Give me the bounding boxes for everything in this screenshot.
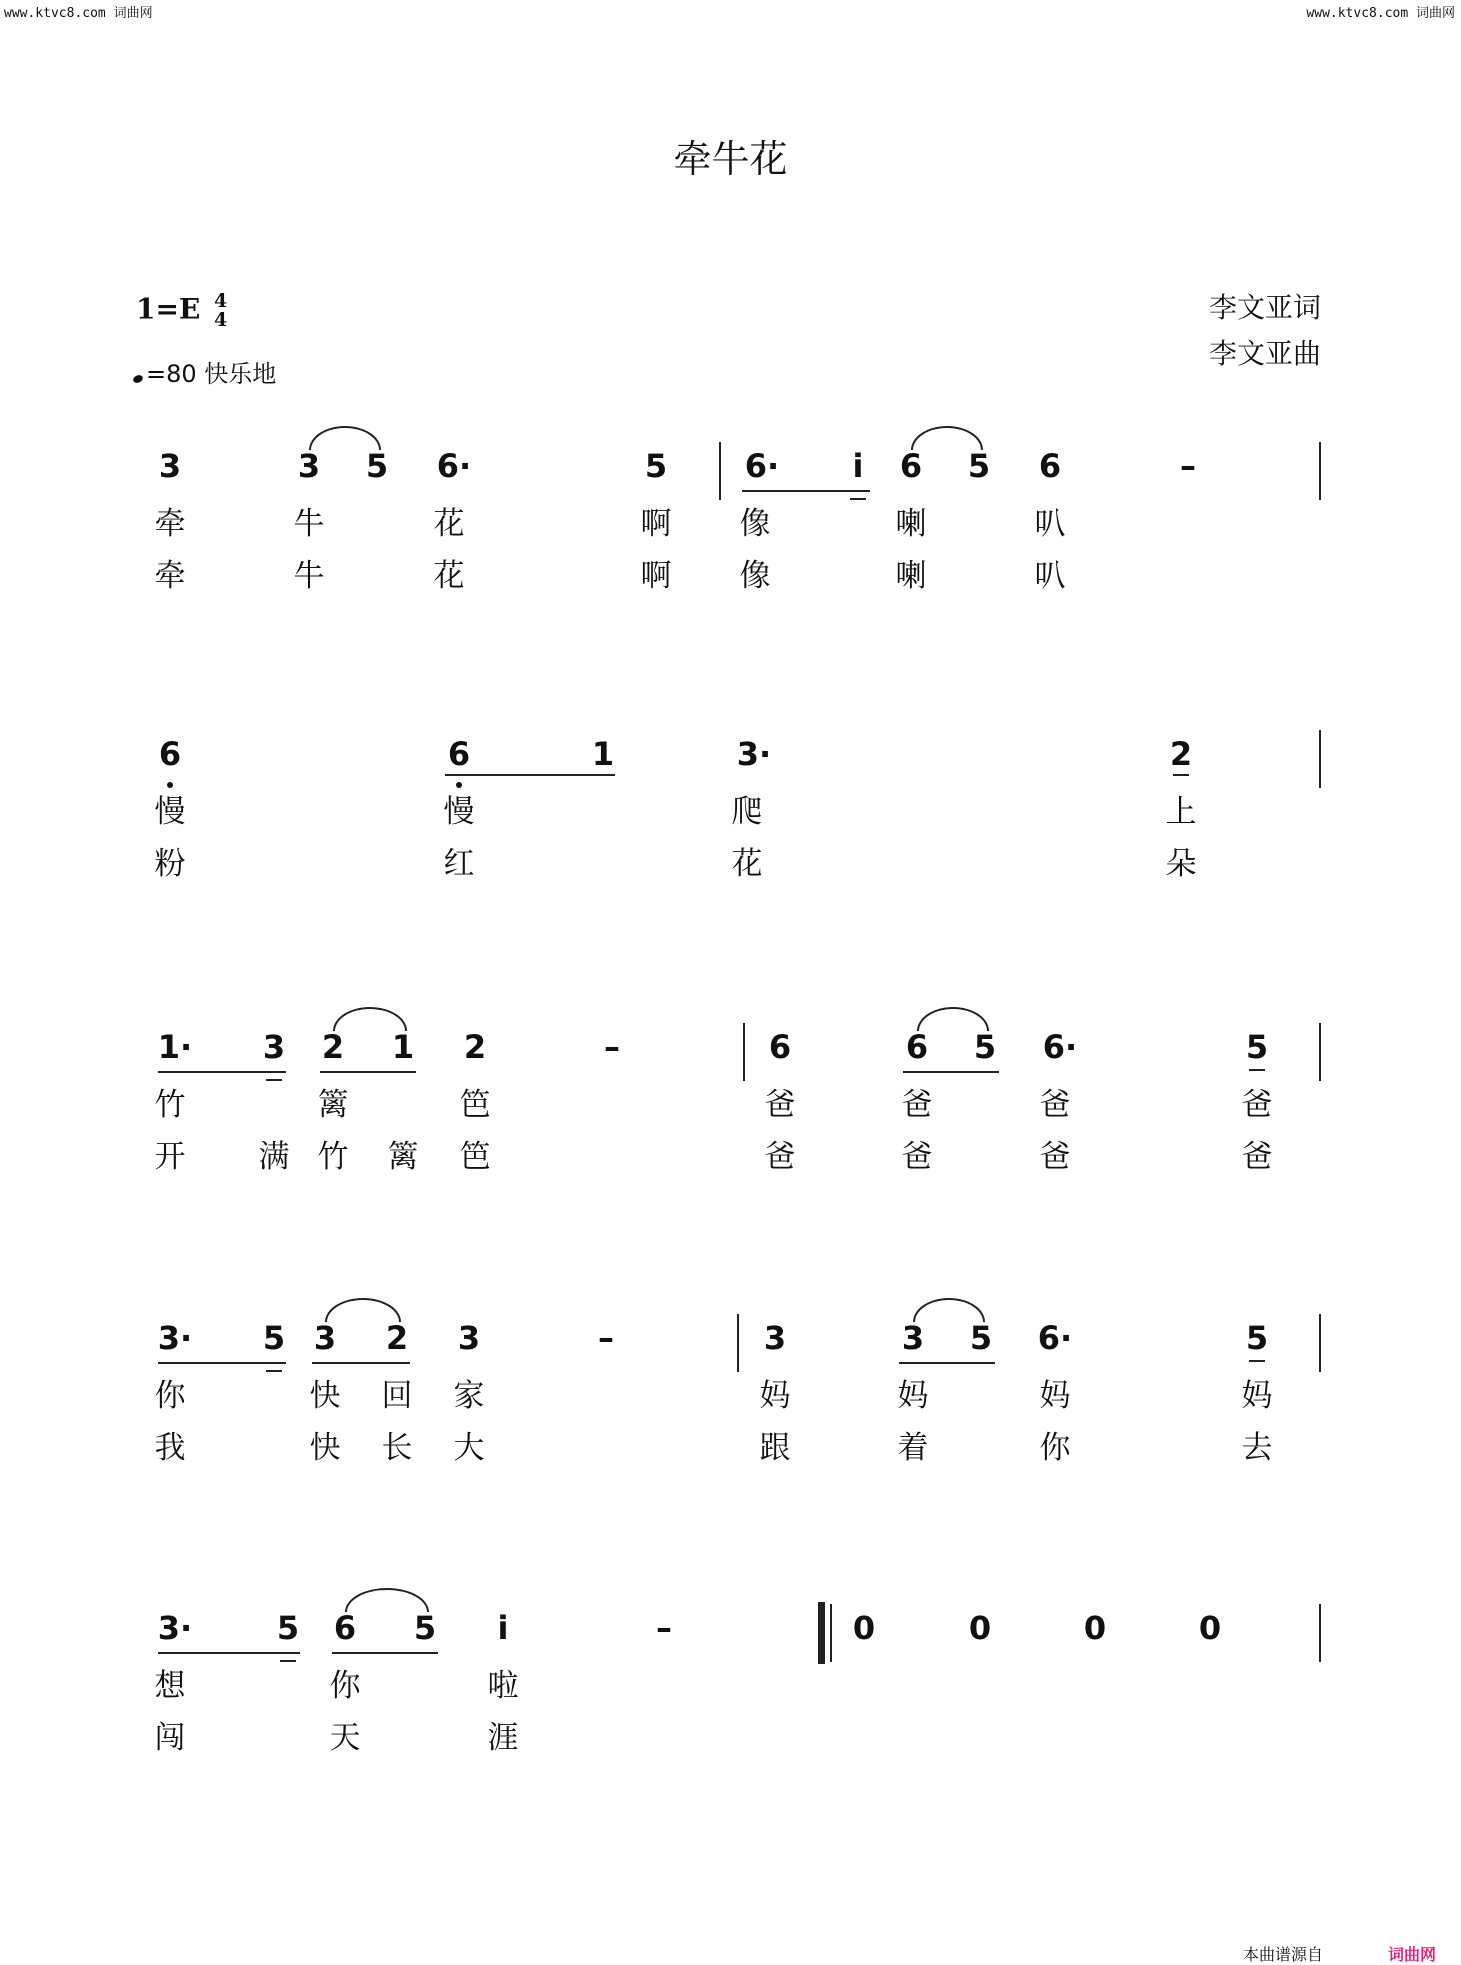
double-underline bbox=[266, 1370, 282, 1372]
score-system-4 bbox=[0, 1318, 1461, 1538]
note: 5 bbox=[413, 1609, 437, 1647]
barline bbox=[1319, 1604, 1321, 1662]
barline bbox=[1319, 1314, 1321, 1372]
note: 1 bbox=[591, 735, 615, 773]
lyric: 喇 bbox=[895, 506, 927, 542]
lyric: 啊 bbox=[640, 506, 672, 542]
lyric: 爸 bbox=[764, 1087, 796, 1123]
barline bbox=[737, 1314, 739, 1372]
note: 6 bbox=[1038, 447, 1062, 485]
score-system-2 bbox=[0, 734, 1461, 954]
note: 5 bbox=[262, 1319, 286, 1357]
lyric: 想 bbox=[154, 1668, 186, 1704]
lyric: 爸 bbox=[764, 1139, 796, 1175]
note: 5 bbox=[365, 447, 389, 485]
note: i bbox=[497, 1609, 509, 1647]
note: 3 bbox=[262, 1028, 286, 1066]
barline bbox=[719, 442, 721, 500]
beam bbox=[158, 1071, 286, 1073]
lyric: 你 bbox=[1039, 1430, 1071, 1466]
lyric: 啦 bbox=[487, 1668, 519, 1704]
note: 6 bbox=[447, 735, 471, 773]
note: 6 bbox=[768, 1028, 792, 1066]
lyricist-credit: 李文亚词 bbox=[1208, 291, 1321, 324]
lyric: 上 bbox=[1165, 794, 1197, 830]
lyric: 篱 bbox=[387, 1139, 419, 1175]
beam bbox=[332, 1652, 438, 1654]
rest: 0 bbox=[1083, 1609, 1107, 1647]
note: 1· bbox=[157, 1028, 193, 1066]
lyric: 牵 bbox=[154, 506, 186, 542]
note: 5 bbox=[1245, 1028, 1269, 1066]
lyric: 爸 bbox=[1039, 1139, 1071, 1175]
note: 5 bbox=[973, 1028, 997, 1066]
lyric: 叭 bbox=[1034, 506, 1066, 542]
lyric: 长 bbox=[381, 1430, 413, 1466]
double-underline bbox=[266, 1079, 282, 1081]
lyric: 妈 bbox=[897, 1378, 929, 1414]
lyric: 快 bbox=[309, 1430, 341, 1466]
dash: – bbox=[1180, 447, 1196, 485]
header-right-text: www.ktvc8.com 词曲网 bbox=[1306, 6, 1455, 21]
lyric: 花 bbox=[433, 558, 465, 594]
rest: 0 bbox=[968, 1609, 992, 1647]
lyric: 笆 bbox=[459, 1087, 491, 1123]
double-underline bbox=[850, 498, 866, 500]
lyric: 红 bbox=[443, 846, 475, 882]
note: 5 bbox=[644, 447, 668, 485]
note: 3· bbox=[157, 1319, 193, 1357]
rest: 0 bbox=[1198, 1609, 1222, 1647]
barline bbox=[1319, 442, 1321, 500]
note: 6· bbox=[1037, 1319, 1073, 1357]
footer-source-text: 本曲谱源自 bbox=[1243, 1945, 1324, 1964]
key-signature bbox=[136, 292, 227, 330]
note: 3 bbox=[297, 447, 321, 485]
beam bbox=[899, 1362, 995, 1364]
lyric: 像 bbox=[739, 506, 771, 542]
lyric: 闯 bbox=[154, 1720, 186, 1756]
dash: – bbox=[604, 1028, 620, 1066]
beam bbox=[903, 1071, 999, 1073]
lyric: 爬 bbox=[731, 794, 763, 830]
barline bbox=[1319, 730, 1321, 788]
slur bbox=[345, 1588, 429, 1612]
score-system-5 bbox=[0, 1608, 1461, 1828]
lyric: 涯 bbox=[487, 1720, 519, 1756]
lyric: 篱 bbox=[317, 1087, 349, 1123]
header-left-text: www.ktvc8.com 词曲网 bbox=[4, 6, 153, 21]
note: 3· bbox=[157, 1609, 193, 1647]
note: 6· bbox=[436, 447, 472, 485]
note: 6· bbox=[1042, 1028, 1078, 1066]
lyric: 去 bbox=[1241, 1430, 1273, 1466]
song-title: 牵牛花 bbox=[673, 137, 788, 181]
lyric: 爸 bbox=[901, 1087, 933, 1123]
lyric: 粉 bbox=[154, 846, 186, 882]
lyric: 大 bbox=[453, 1430, 485, 1466]
note: 5 bbox=[967, 447, 991, 485]
underline bbox=[1249, 1069, 1265, 1071]
dash: – bbox=[656, 1609, 672, 1647]
double-underline bbox=[280, 1660, 296, 1662]
footer-brand-logo[interactable]: 词曲网 bbox=[1388, 1945, 1437, 1964]
lyric: 爸 bbox=[1039, 1087, 1071, 1123]
note: 6 bbox=[333, 1609, 357, 1647]
thick-barline bbox=[818, 1602, 825, 1664]
slur bbox=[917, 1007, 989, 1031]
time-bottom: 4 bbox=[214, 309, 228, 331]
time-top: 4 bbox=[214, 290, 228, 312]
lyric: 爸 bbox=[1241, 1139, 1273, 1175]
lyric: 我 bbox=[154, 1430, 186, 1466]
note: 6 bbox=[905, 1028, 929, 1066]
lyric: 叭 bbox=[1034, 558, 1066, 594]
note: i bbox=[852, 447, 864, 485]
lyric: 喇 bbox=[895, 558, 927, 594]
low-octave-dot bbox=[456, 782, 462, 788]
note: 5 bbox=[1245, 1319, 1269, 1357]
barline bbox=[743, 1023, 745, 1081]
lyric: 满 bbox=[258, 1139, 290, 1175]
lyric: 你 bbox=[329, 1668, 361, 1704]
lyric: 花 bbox=[731, 846, 763, 882]
tempo-marking bbox=[132, 354, 276, 389]
lyric: 朵 bbox=[1165, 846, 1197, 882]
beam bbox=[312, 1362, 410, 1364]
lyric: 家 bbox=[453, 1378, 485, 1414]
lyric: 慢 bbox=[443, 794, 475, 830]
lyric: 回 bbox=[381, 1378, 413, 1414]
beam bbox=[320, 1071, 416, 1073]
note: 5 bbox=[969, 1319, 993, 1357]
score-system-3 bbox=[0, 1027, 1461, 1247]
beam bbox=[158, 1652, 300, 1654]
tempo-text: =80 快乐地 bbox=[146, 360, 277, 388]
note: 3 bbox=[158, 447, 182, 485]
note: 2 bbox=[1169, 735, 1193, 773]
dash: – bbox=[598, 1319, 614, 1357]
lyric: 爸 bbox=[901, 1139, 933, 1175]
lyric: 妈 bbox=[1039, 1378, 1071, 1414]
lyric: 笆 bbox=[459, 1139, 491, 1175]
lyric: 牛 bbox=[293, 506, 325, 542]
slur bbox=[911, 426, 983, 450]
beam bbox=[742, 490, 870, 492]
note: 3 bbox=[901, 1319, 925, 1357]
lyric: 花 bbox=[433, 506, 465, 542]
lyric: 快 bbox=[309, 1378, 341, 1414]
note: 6 bbox=[158, 735, 182, 773]
note: 2 bbox=[321, 1028, 345, 1066]
note: 5 bbox=[276, 1609, 300, 1647]
slur bbox=[309, 426, 381, 450]
lyric: 像 bbox=[739, 558, 771, 594]
lyric: 竹 bbox=[154, 1087, 186, 1123]
note: 2 bbox=[385, 1319, 409, 1357]
rest: 0 bbox=[852, 1609, 876, 1647]
slur bbox=[333, 1007, 407, 1031]
note: 6 bbox=[899, 447, 923, 485]
lyric: 开 bbox=[154, 1139, 186, 1175]
lyric: 牛 bbox=[293, 558, 325, 594]
lyric: 牵 bbox=[154, 558, 186, 594]
lyric: 爸 bbox=[1241, 1087, 1273, 1123]
beam bbox=[158, 1362, 286, 1364]
lyric: 你 bbox=[154, 1378, 186, 1414]
lyric: 妈 bbox=[759, 1378, 791, 1414]
note: 3 bbox=[457, 1319, 481, 1357]
key-label: 1=E bbox=[136, 292, 201, 326]
underline bbox=[1249, 1360, 1265, 1362]
slur bbox=[325, 1298, 401, 1322]
lyric: 啊 bbox=[640, 558, 672, 594]
barline bbox=[1319, 1023, 1321, 1081]
beam bbox=[445, 774, 615, 776]
time-signature bbox=[214, 292, 227, 330]
lyric: 着 bbox=[897, 1430, 929, 1466]
composer-credit: 李文亚曲 bbox=[1208, 337, 1321, 370]
note: 2 bbox=[463, 1028, 487, 1066]
note: 6· bbox=[744, 447, 780, 485]
lyric: 慢 bbox=[154, 794, 186, 830]
half-note-icon bbox=[132, 362, 146, 386]
note: 1 bbox=[391, 1028, 415, 1066]
slur bbox=[913, 1298, 985, 1322]
lyric: 跟 bbox=[759, 1430, 791, 1466]
note: 3 bbox=[313, 1319, 337, 1357]
lyric: 天 bbox=[329, 1720, 361, 1756]
barline bbox=[830, 1604, 832, 1662]
score-system-1 bbox=[0, 446, 1461, 666]
note: 3· bbox=[736, 735, 772, 773]
lyric: 妈 bbox=[1241, 1378, 1273, 1414]
note: 3 bbox=[763, 1319, 787, 1357]
lyric: 竹 bbox=[317, 1139, 349, 1175]
underline bbox=[1173, 774, 1189, 776]
low-octave-dot bbox=[167, 782, 173, 788]
